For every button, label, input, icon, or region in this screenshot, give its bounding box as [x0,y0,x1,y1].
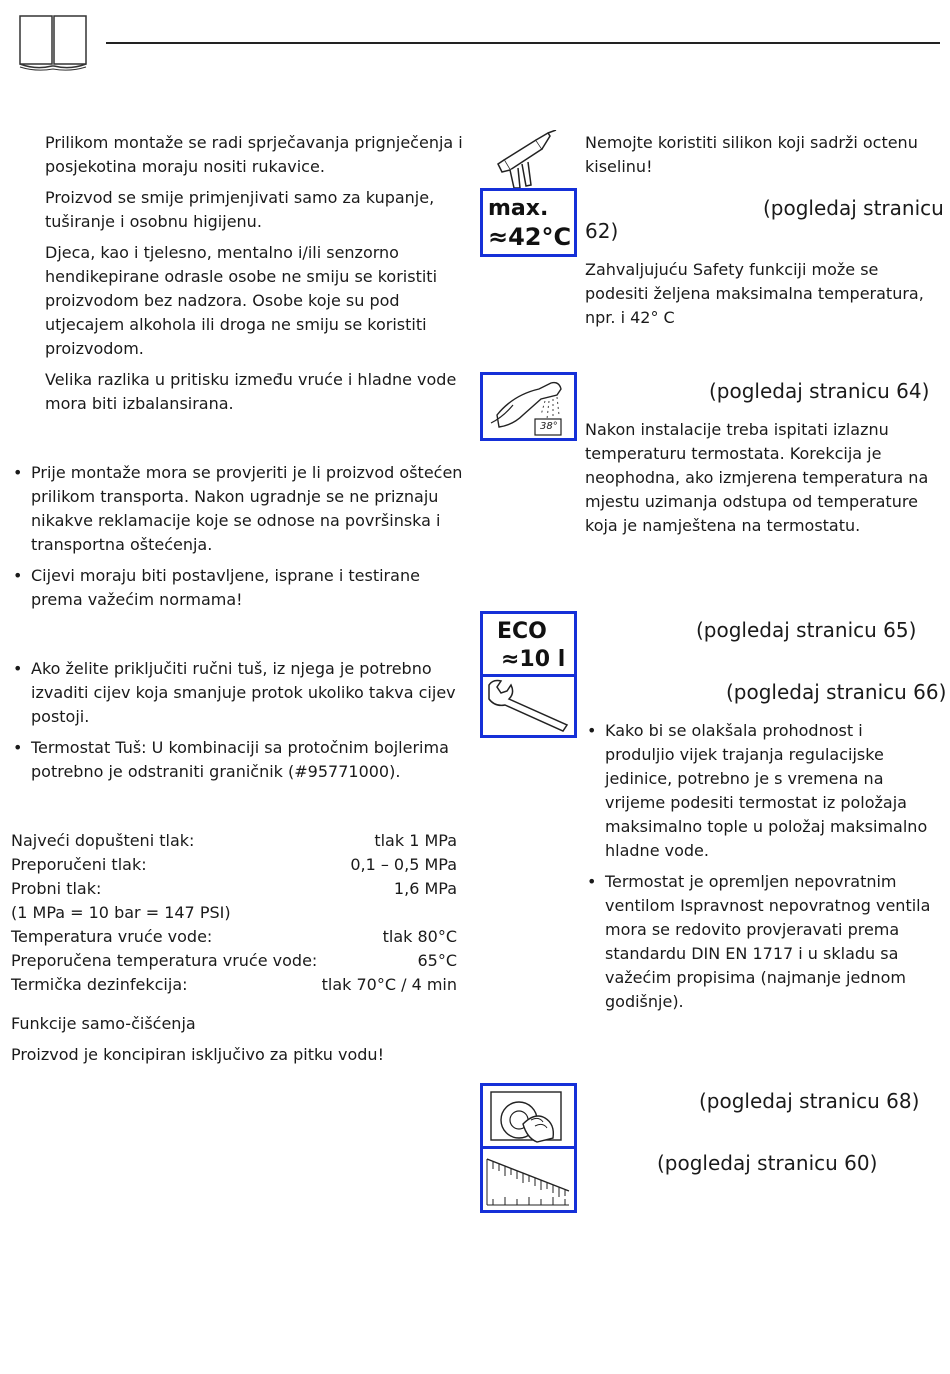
spec-label: Temperatura vruće vode: [11,927,213,946]
spec-label: Probni tlak: [11,879,102,898]
spec-row [11,949,457,973]
shower-bullets [11,657,463,791]
spec-value: 65°C [417,951,457,970]
spec-value: tlak 80°C [382,927,457,946]
spec-value: tlak 1 MPa [374,831,457,850]
temperature-measurement-icon [480,372,577,441]
spec-row [11,853,457,877]
spec-row [11,901,457,925]
spec-value: tlak 70°C / 4 min [321,975,457,994]
silicone-gun-icon [496,130,562,192]
safety-function-text: Zahvaljujuću Safety funkciji može se podesiti željena maksimalna temperatura, npr. i 42° C [585,260,924,327]
spec-row [11,829,457,853]
maintenance-bullets [585,719,935,1021]
max-icon-line1: max. [488,196,549,221]
page-reference-66: (pogledaj stranicu 66) [726,680,947,704]
spec-label: Termička dezinfekcija: [11,975,188,994]
paragraph: Prilikom montaže se radi sprječavanja prignječenja i posjekotina moraju nositi rukavice. [45,133,463,176]
max-temperature-icon [480,188,577,257]
list-item: • Prije montaže mora se provjeriti je li proizvod oštećen prilikom transporta. Nakon ugradnje se ne priznaju nikakve reklamacije koje se odnose na površinska i transportna oštećenja. [11,461,463,557]
thermostat-adjust-icon [480,1083,577,1149]
technical-data [11,829,457,997]
paragraph: Djeca, kao i tjelesno, mentalno i/ili senzorno hendikepirane odrasle osobe ne smiju se koristiti proizvodom bez nadzora. Osobe koje su pod utjecajem alkohola ili droga ne smiju se koristiti proizvodom. [45,243,438,358]
wrench-icon [480,674,577,738]
spec-label: (1 MPa = 10 bar = 147 PSI) [11,903,231,922]
list-item: • Termostat Tuš: U kombinaciji sa protočnim bojlerima potrebno je odstraniti graničnik (#95771000). [11,736,463,784]
eco-icon-line2: ≈10 l [501,647,566,672]
spec-row [11,973,457,997]
spec-label: Preporučeni tlak: [11,855,147,874]
paragraph: Velika razlika u pritisku između vruće i hladne vode mora biti izbalansirana. [45,370,457,413]
ruler-icon [480,1146,577,1213]
page-reference-68: (pogledaj stranicu 68) [699,1089,920,1113]
page-reference-64: (pogledaj stranicu 64) [709,379,930,403]
spec-row [11,925,457,949]
list-item: • Termostat je opremljen nepovratnim ventilom Ispravnost nepovratnog ventila mora se redovito provjeravati prema standardu DIN EN 1717 i u skladu sa važećim propisima (najmanje jednom godišnje). [585,870,935,1014]
safety-paragraphs [45,131,463,423]
page-reference-65: (pogledaj stranicu 65) [696,618,917,642]
spec-value: 0,1 – 0,5 MPa [350,855,457,874]
header-rule [106,42,940,44]
thermometer-reading: 38° [540,421,558,432]
book-icon [18,14,88,72]
list-item: • Cijevi moraju biti postavljene, isprane i testirane prema važećim normama! [11,564,463,612]
spec-row [11,877,457,901]
spec-value: 1,6 MPa [393,879,457,898]
eco-icon [480,611,577,677]
self-cleaning-note: Funkcije samo-čišćenja [11,1014,196,1033]
list-item: • Kako bi se olakšala prohodnost i produljio vijek trajanja regulacijske jedinice, potrebno je s vremena na vrijeme podesiti termostat iz položaja maksimalno tople u položaj maksimalno hladne vode. [585,719,935,863]
max-icon-line2: ≈42°C [488,223,572,251]
paragraph: Proizvod se smije primjenjivati samo za kupanje, tuširanje i osobnu higijenu. [45,188,435,231]
spec-label: Najveći dopušteni tlak: [11,831,195,850]
installation-bullets [11,461,463,619]
calibration-text: Nakon instalacije treba ispitati izlaznu temperaturu termostata. Korekcija je neophodna, ako izmjerena temperatura na mjestu uzimanja odstupa od temperature koja je namještena na termostatu. [585,420,929,535]
page-reference-62-number: 62) [585,219,619,243]
page-reference-62: (pogledaj stranicu [763,196,944,220]
list-item: • Ako želite priključiti ručni tuš, iz njega je potrebno izvaditi cijev koja smanjuje protok ukoliko takva cijev postoji. [11,657,463,729]
page-reference-60: (pogledaj stranicu 60) [657,1151,878,1175]
silicone-note: Nemojte koristiti silikon koji sadrži octenu kiselinu! [585,133,918,176]
drinking-water-note: Proizvod je koncipiran isključivo za pitku vodu! [11,1045,384,1064]
eco-icon-line1: ECO [497,619,547,644]
spec-label: Preporučena temperatura vruće vode: [11,951,318,970]
